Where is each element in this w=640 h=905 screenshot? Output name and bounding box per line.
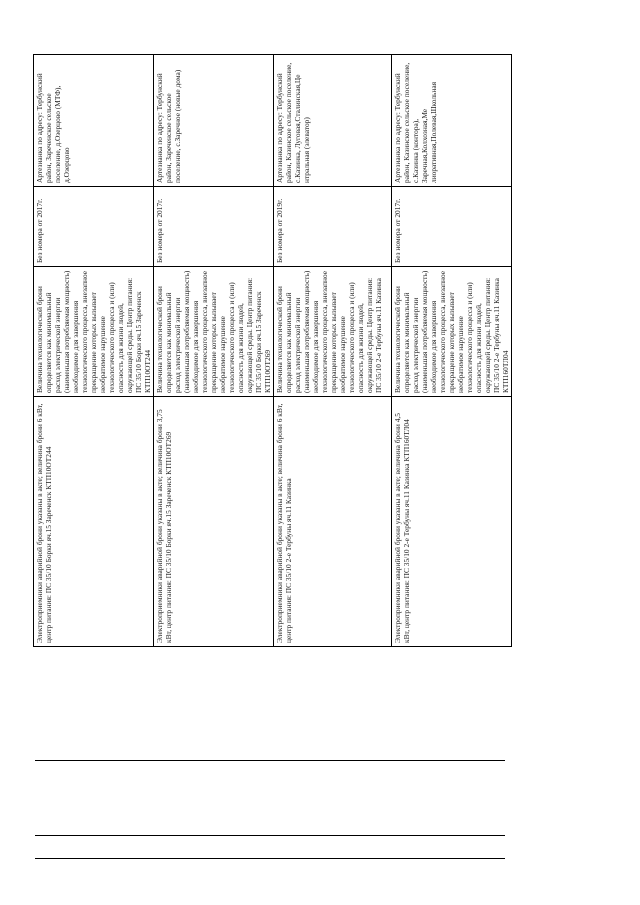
page-rule (35, 858, 505, 859)
table-row (154, 55, 274, 647)
address-cell: Артезианка по адресу: Тербунский район, Зареченское сельское поселение, д.Озерцово (МТФ), д.Озерцово (34, 55, 154, 187)
tech-armor-cell: Величина технологической брони определяется как минимальный расход электрической энергии (наименьшая потребляемая мощность) необходимое для завершения технологического процесса, внезапное прекращение которых вызывает необратимое нарушение технологического процесса и (или) опасность для жизни людей, окружающей среды. Центр питания: ПС 35/10 2-е Тербуны яч.11 Казинка (274, 267, 392, 397)
emergency-armor-cell: Электроприемники аварийной брони указаны в акте; величина брони 6 кВт, центр питания: ПС 35/10 2-е Тербуны яч.11 Казинка (274, 397, 392, 647)
tech-armor-cell: Величина технологической брони определяется как минимальный расход электрической энергии (наименьшая потребляемая мощность) необходимое для завершения технологического процесса, внезапное прекращение которых вызывает необратимое нарушение технологического процесса и (или) опасность для жизни людей, окружающей среды. Центр питания: ПС 35/10 Борки яч.15 Зареченск КТП10ОТ269 (154, 267, 274, 397)
emergency-armor-cell: Электроприемники аварийной брони указаны в акте; величина брони 6 кВт, центр питания: ПС 35/10 Борки яч.15 Зареченск КТП10ОТ244 (34, 397, 154, 647)
emergency-armor-cell: Электроприемники аварийной брони указаны в акте; величина брони 3,75 кВт, центр питания: ПС 35/10 Борки яч.15 Зареченск КТП10ОТ269 (154, 397, 274, 647)
tech-armor-cell: Величина технологической брони определяется как минимальный расход электрической энергии (наименьшая потребляемая мощность) необходимое для завершения технологического процесса, внезапное прекращение которых вызывает необратимое нарушение технологического процесса и (или) опасность для жизни людей, окружающей среды. Центр питания: ПС 35/10 2-е Тербуны яч.11 Казинка КТП160ТЛ04 (391, 267, 511, 397)
table-row (274, 55, 392, 647)
address-cell: Артезианка по адресу: Тербунский район, Зареченское сельское поселение, с.Заречное (новые дома) (154, 55, 274, 187)
rotated-table-wrapper (33, 55, 510, 647)
table-row (34, 55, 154, 647)
address-cell: Артезианка по адресу: Тербунский район, Казинское сельское поселение, с.Казинка (контора), Заречная,Колхозная,Ме лиоративная,Полевая,Школьная (391, 55, 511, 187)
page-rule (35, 835, 505, 836)
number-cell: Без номера от 2019г. (274, 187, 392, 267)
emergency-armor-cell: Электроприемники аварийной брони указаны в акте; величина брони 4,5 кВт, центр питания: ПС 35/10 2-е Тербуны яч.11 Казинка КТП160ТЛ04 (391, 397, 511, 647)
table-row (391, 55, 511, 647)
address-cell: Артезианка по адресу: Тербунский район, Казинское сельское поселение, с.Казинка, Луговая,Сталинская,Це нтральная (элеватор) (274, 55, 392, 187)
number-cell: Без номера от 2017г. (154, 187, 274, 267)
armor-table (33, 54, 512, 647)
number-cell: Без номера от 2017г. (34, 187, 154, 267)
page-rule (35, 760, 505, 761)
number-cell: Без номера от 2017г. (391, 187, 511, 267)
tech-armor-cell: Величина технологической брони определяется как минимальный расход электрической энергии (наименьшая потребляемая мощность) необходимое для завершения технологического процесса, внезапное прекращение которых вызывает необратимое нарушение технологического процесса и (или) опасность для жизни людей, окружающей среды. Центр питания: ПС 35/10 Борки яч.15 Зареченск КТП10ОТ244 (34, 267, 154, 397)
